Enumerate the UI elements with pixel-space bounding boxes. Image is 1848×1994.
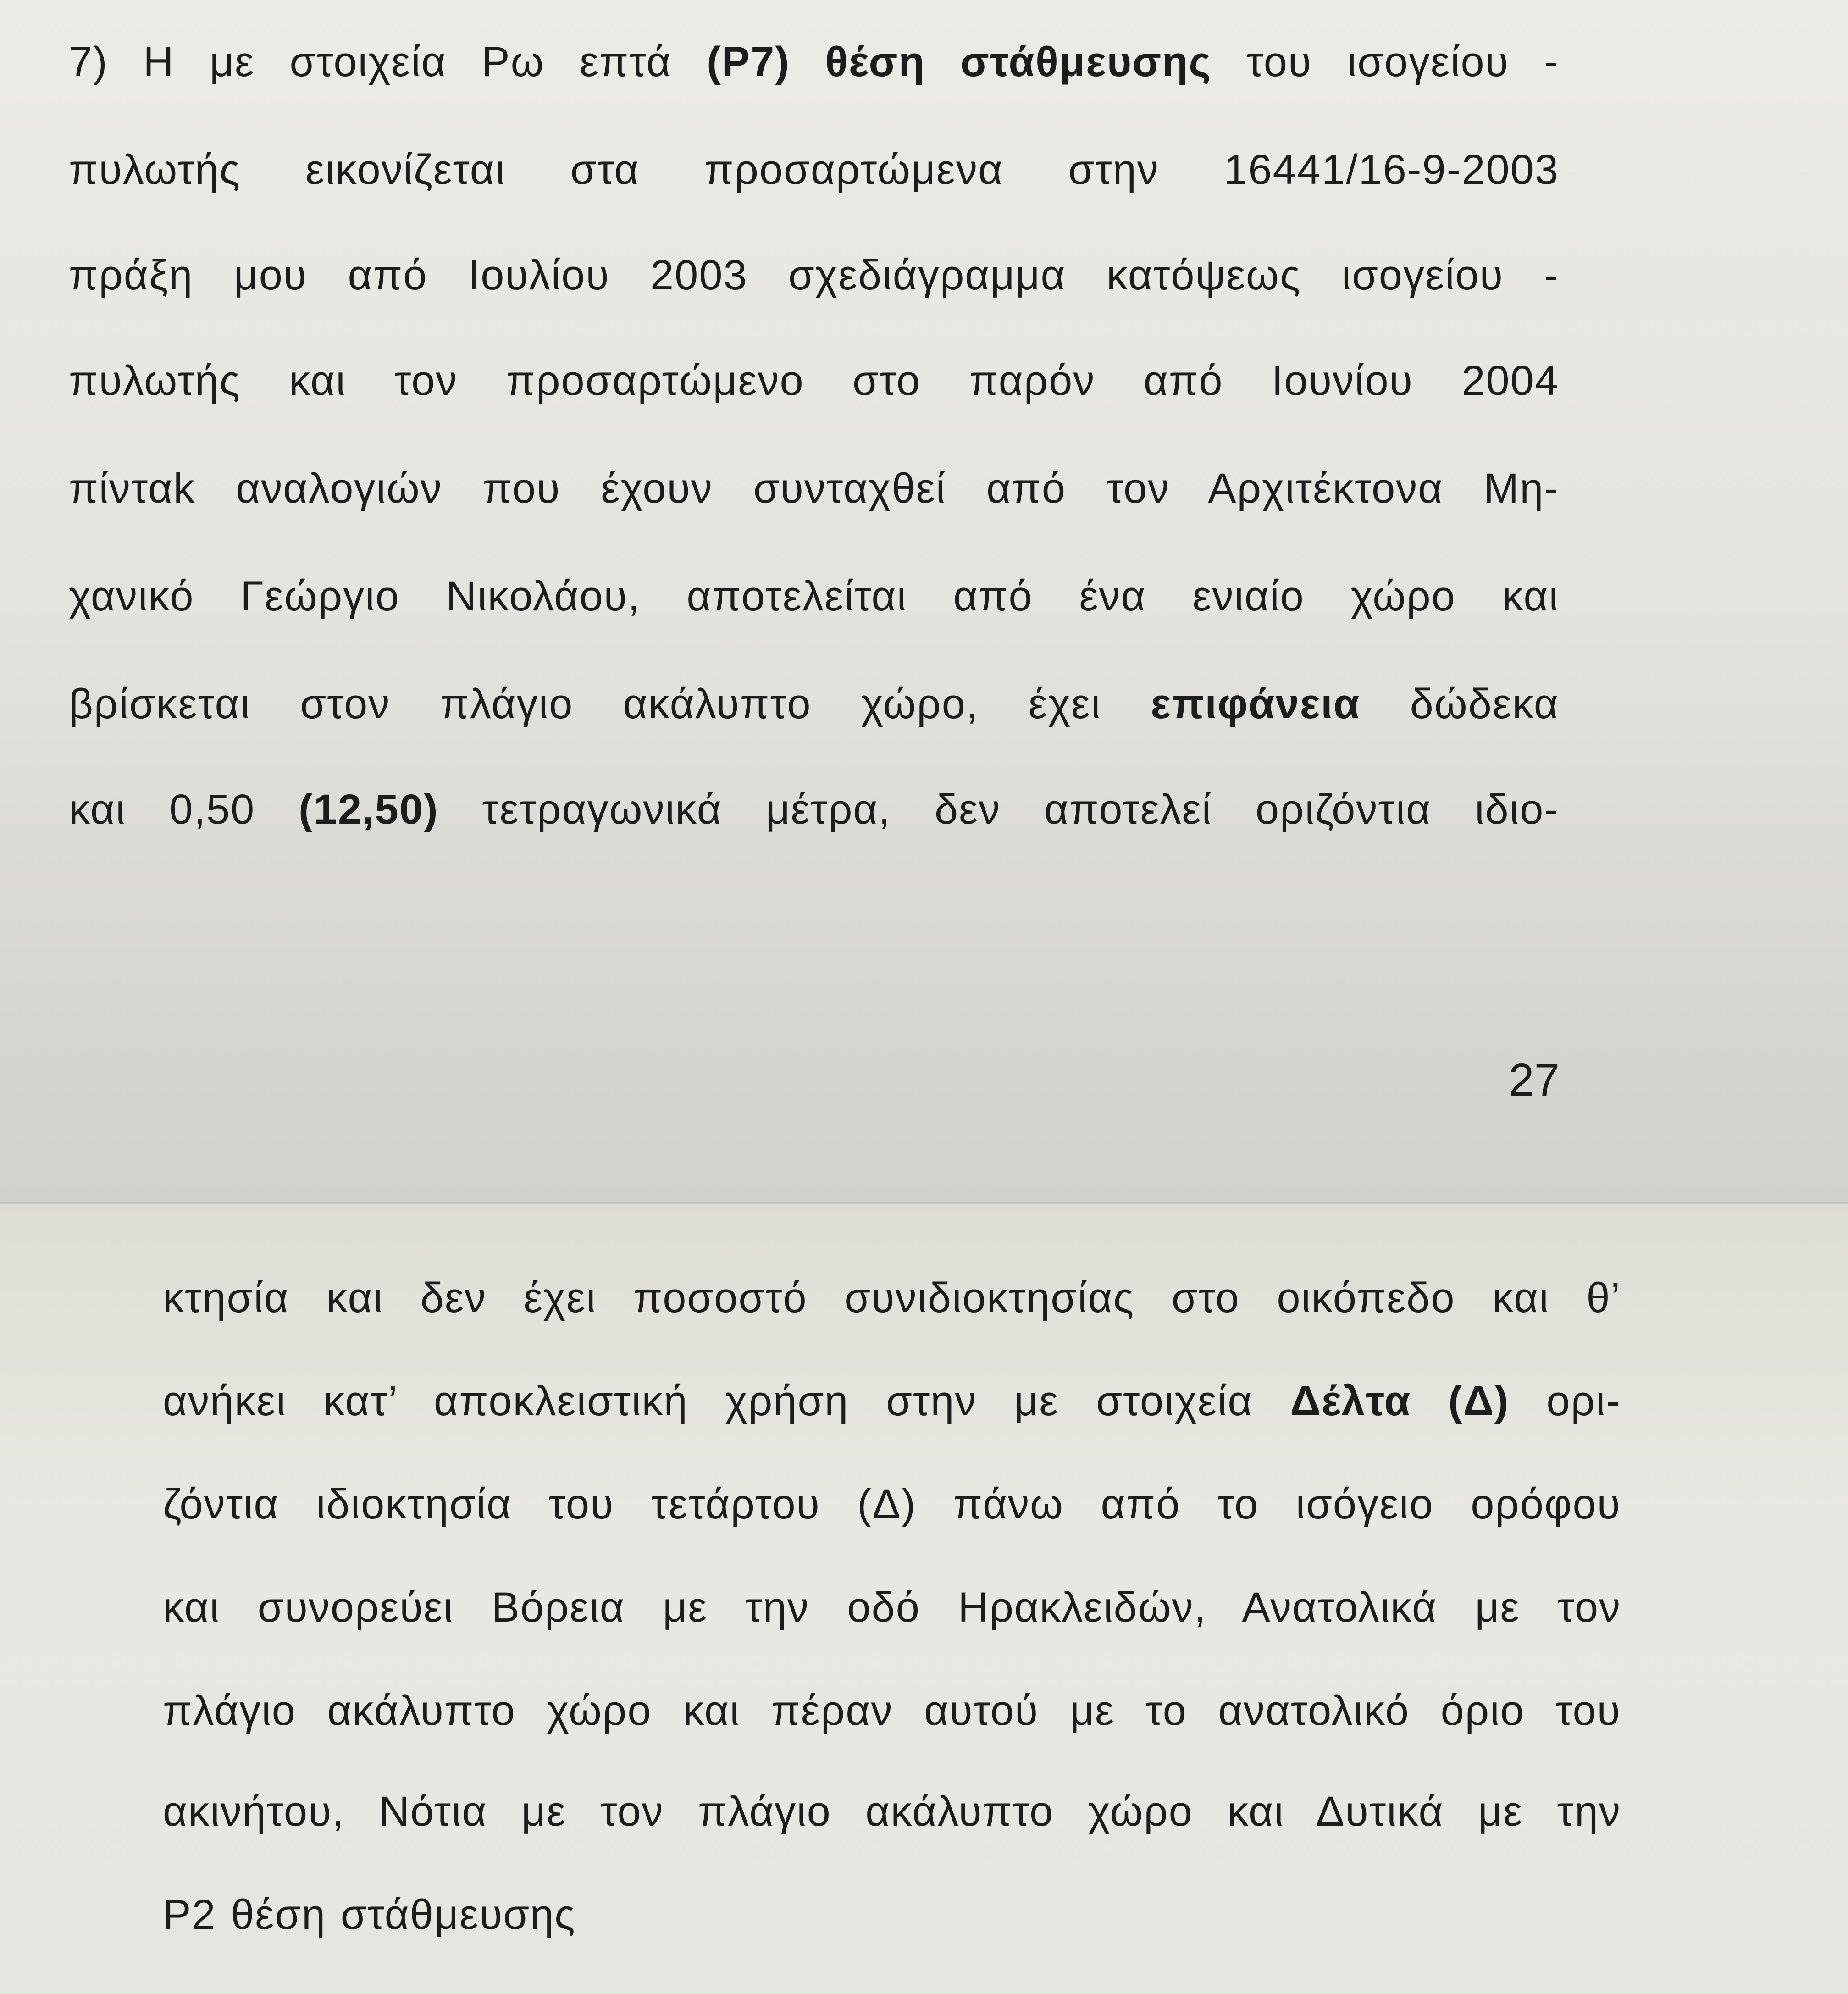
text-line: πλάγιο ακάλυπτο χώρο και πέραν αυτού με το ανατολικό όριο του bbox=[163, 1687, 1621, 1734]
text-line: πράξη μου από Ιουλίου 2003 σχεδιάγραμμα κατόψεως ισογείου - bbox=[69, 252, 1559, 299]
text-line: και συνορεύει Βόρεια με την οδό Ηρακλειδών, Ανατολικά με τον bbox=[163, 1584, 1621, 1631]
page-number: 27 bbox=[1509, 1054, 1560, 1106]
text-line: πυλωτής εικονίζεται στα προσαρτώμενα στην 16441/16-9-2003 bbox=[69, 146, 1559, 193]
text-line: κτησία και δεν έχει ποσοστό συνιδιοκτησίας στο οικόπεδο και θ’ bbox=[163, 1274, 1621, 1321]
text-line: ζόντια ιδιοκτησία του τετάρτου (Δ) πάνω από το ισόγειο ορόφου bbox=[163, 1481, 1621, 1528]
text-line: και 0,50 (12,50) τετραγωνικά μέτρα, δεν αποτελεί οριζόντια ιδιο- bbox=[69, 786, 1559, 833]
text-line: 7) Η με στοιχεία Ρω επτά (Ρ7) θέση στάθμευσης του ισογείου - bbox=[69, 39, 1559, 85]
bold-text: Δέλτα (Δ) bbox=[1290, 1378, 1510, 1424]
bold-text: (Ρ7) θέση στάθμευσης bbox=[707, 39, 1212, 85]
page-bottom bbox=[0, 1204, 1848, 1994]
text-line: πυλωτής και τον προσαρτώμενο στο παρόν από Ιουνίου 2004 bbox=[69, 357, 1559, 404]
text-line: βρίσκεται στον πλάγιο ακάλυπτο χώρο, έχει επιφάνεια δώδεκα bbox=[69, 681, 1560, 727]
text-line: Ρ2 θέση στάθμευσης bbox=[163, 1891, 576, 1938]
text-line: ανήκει κατ’ αποκλειστική χρήση στην με στοιχεία Δέλτα (Δ) ορι- bbox=[163, 1378, 1621, 1424]
bold-text: επιφάνεια bbox=[1151, 681, 1361, 727]
text-line: πίνταk αναλογιών που έχουν συνταχθεί από τον Αρχιτέκτονα Μη- bbox=[69, 465, 1559, 512]
bold-text: (12,50) bbox=[299, 786, 439, 833]
text-line: ακινήτου, Νότια με τον πλάγιο ακάλυπτο χώρο και Δυτικά με την bbox=[163, 1788, 1621, 1835]
text-line: χανικό Γεώργιο Νικολάου, αποτελείται από ένα ενιαίο χώρο και bbox=[69, 573, 1559, 620]
